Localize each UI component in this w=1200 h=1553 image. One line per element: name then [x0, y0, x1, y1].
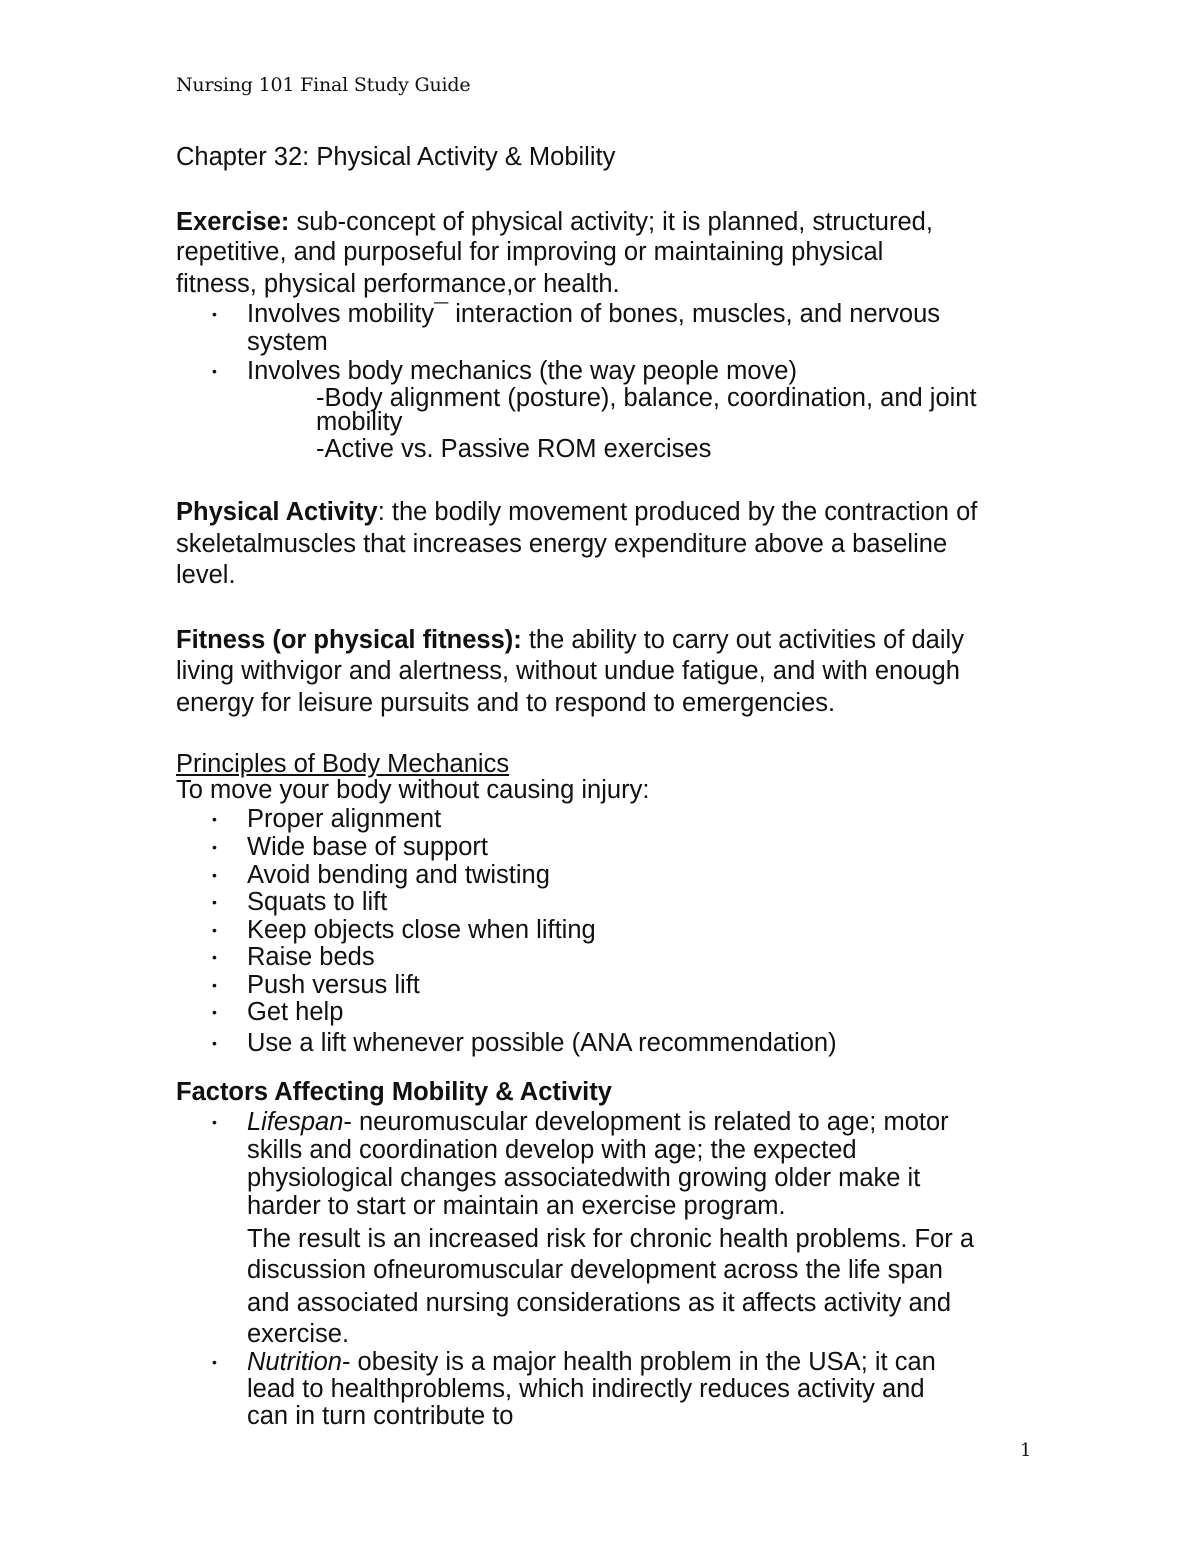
principle-item: Push versus lift	[247, 971, 420, 999]
exercise-sub-1: -Body alignment (posture), balance, coordination, and joint	[316, 384, 977, 412]
principle-item: Raise beds	[247, 943, 375, 971]
bullet-icon: •	[212, 922, 217, 938]
lifespan-line-1	[247, 1108, 949, 1137]
lifespan-line-7: and associated nursing considerations as it affects activity and	[247, 1289, 952, 1317]
lifespan-line-5: The result is an increased risk for chronic health problems. For a	[247, 1225, 975, 1253]
bullet-icon: •	[212, 1004, 217, 1020]
lifespan-line-8: exercise.	[247, 1320, 350, 1348]
bullet-icon: •	[212, 839, 217, 855]
bullet-icon: •	[212, 363, 217, 379]
bullet-icon: •	[212, 1114, 217, 1130]
physical-activity-term: Physical Activity	[176, 498, 378, 526]
bullet-icon: •	[212, 977, 217, 993]
principles-intro: To move your body without causing injury:	[176, 776, 650, 804]
exercise-bullet-2: Involves body mechanics (the way people move)	[247, 357, 797, 385]
physical-activity-text: : the bodily movement produced by the contraction of	[377, 498, 978, 526]
physical-activity-line-1	[176, 498, 977, 527]
principle-item: Avoid bending and twisting	[247, 861, 550, 889]
bullet-icon: •	[212, 811, 217, 827]
nutrition-term: Nutrition	[247, 1348, 342, 1376]
lifespan-line-6: discussion ofneuromuscular development across the life span	[247, 1256, 943, 1284]
exercise-bullet-1: Involves mobility¯ interaction of bones, muscles, and nervous	[247, 300, 941, 328]
exercise-definition-line-3: fitness, physical performance,or health.	[176, 270, 620, 298]
bullet-icon: •	[212, 1354, 217, 1370]
page-number: 1	[1020, 1440, 1032, 1461]
principle-item: Use a lift whenever possible (ANA recommendation)	[247, 1029, 837, 1057]
exercise-sub-1-cont: mobility	[316, 408, 403, 436]
fitness-line-2: living withvigor and alertness, without undue fatigue, and with enough	[176, 657, 960, 685]
lifespan-line-4: harder to start or maintain an exercise program.	[247, 1192, 786, 1220]
chapter-title: Chapter 32: Physical Activity & Mobility	[176, 143, 616, 171]
bullet-icon: •	[212, 1035, 217, 1051]
exercise-term: Exercise:	[176, 208, 290, 236]
principles-heading: Principles of Body Mechanics	[176, 750, 510, 778]
principle-item: Squats to lift	[247, 888, 388, 916]
lifespan-term: Lifespan	[247, 1108, 344, 1136]
physical-activity-line-3: level.	[176, 561, 236, 589]
exercise-definition-line-1	[176, 208, 933, 237]
exercise-definition-text: sub-concept of physical activity; it is planned, structured,	[289, 208, 933, 236]
bullet-icon: •	[212, 894, 217, 910]
factors-heading: Factors Affecting Mobility & Activity	[176, 1078, 612, 1106]
bullet-icon: •	[212, 949, 217, 965]
nutrition-line-1	[247, 1348, 936, 1377]
exercise-definition-line-2: repetitive, and purposeful for improving or maintaining physical	[176, 238, 884, 266]
bullet-icon: •	[212, 306, 217, 322]
principle-item: Get help	[247, 998, 344, 1026]
fitness-text: the ability to carry out activities of daily	[521, 626, 964, 654]
principle-item: Proper alignment	[247, 805, 442, 833]
physical-activity-line-2: skeletalmuscles that increases energy expenditure above a baseline	[176, 530, 948, 558]
bullet-icon: •	[212, 867, 217, 883]
principle-item: Wide base of support	[247, 833, 488, 861]
nutrition-text: - obesity is a major health problem in the USA; it can	[341, 1348, 936, 1376]
fitness-term: Fitness (or physical fitness):	[176, 626, 522, 654]
fitness-line-1	[176, 626, 964, 655]
lifespan-line-3: physiological changes associatedwith growing older make it	[247, 1164, 921, 1192]
nutrition-line-3: can in turn contribute to	[247, 1402, 514, 1430]
lifespan-text: - neuromuscular development is related to age; motor	[343, 1108, 949, 1136]
exercise-bullet-1-cont: system	[247, 328, 328, 356]
nutrition-line-2: lead to healthproblems, which indirectly reduces activity and	[247, 1375, 925, 1403]
exercise-sub-2: -Active vs. Passive ROM exercises	[316, 435, 712, 463]
principle-item: Keep objects close when lifting	[247, 916, 596, 944]
page-header: Nursing 101 Final Study Guide	[176, 74, 471, 96]
lifespan-line-2: skills and coordination develop with age; the expected	[247, 1136, 857, 1164]
fitness-line-3: energy for leisure pursuits and to respond to emergencies.	[176, 689, 836, 717]
